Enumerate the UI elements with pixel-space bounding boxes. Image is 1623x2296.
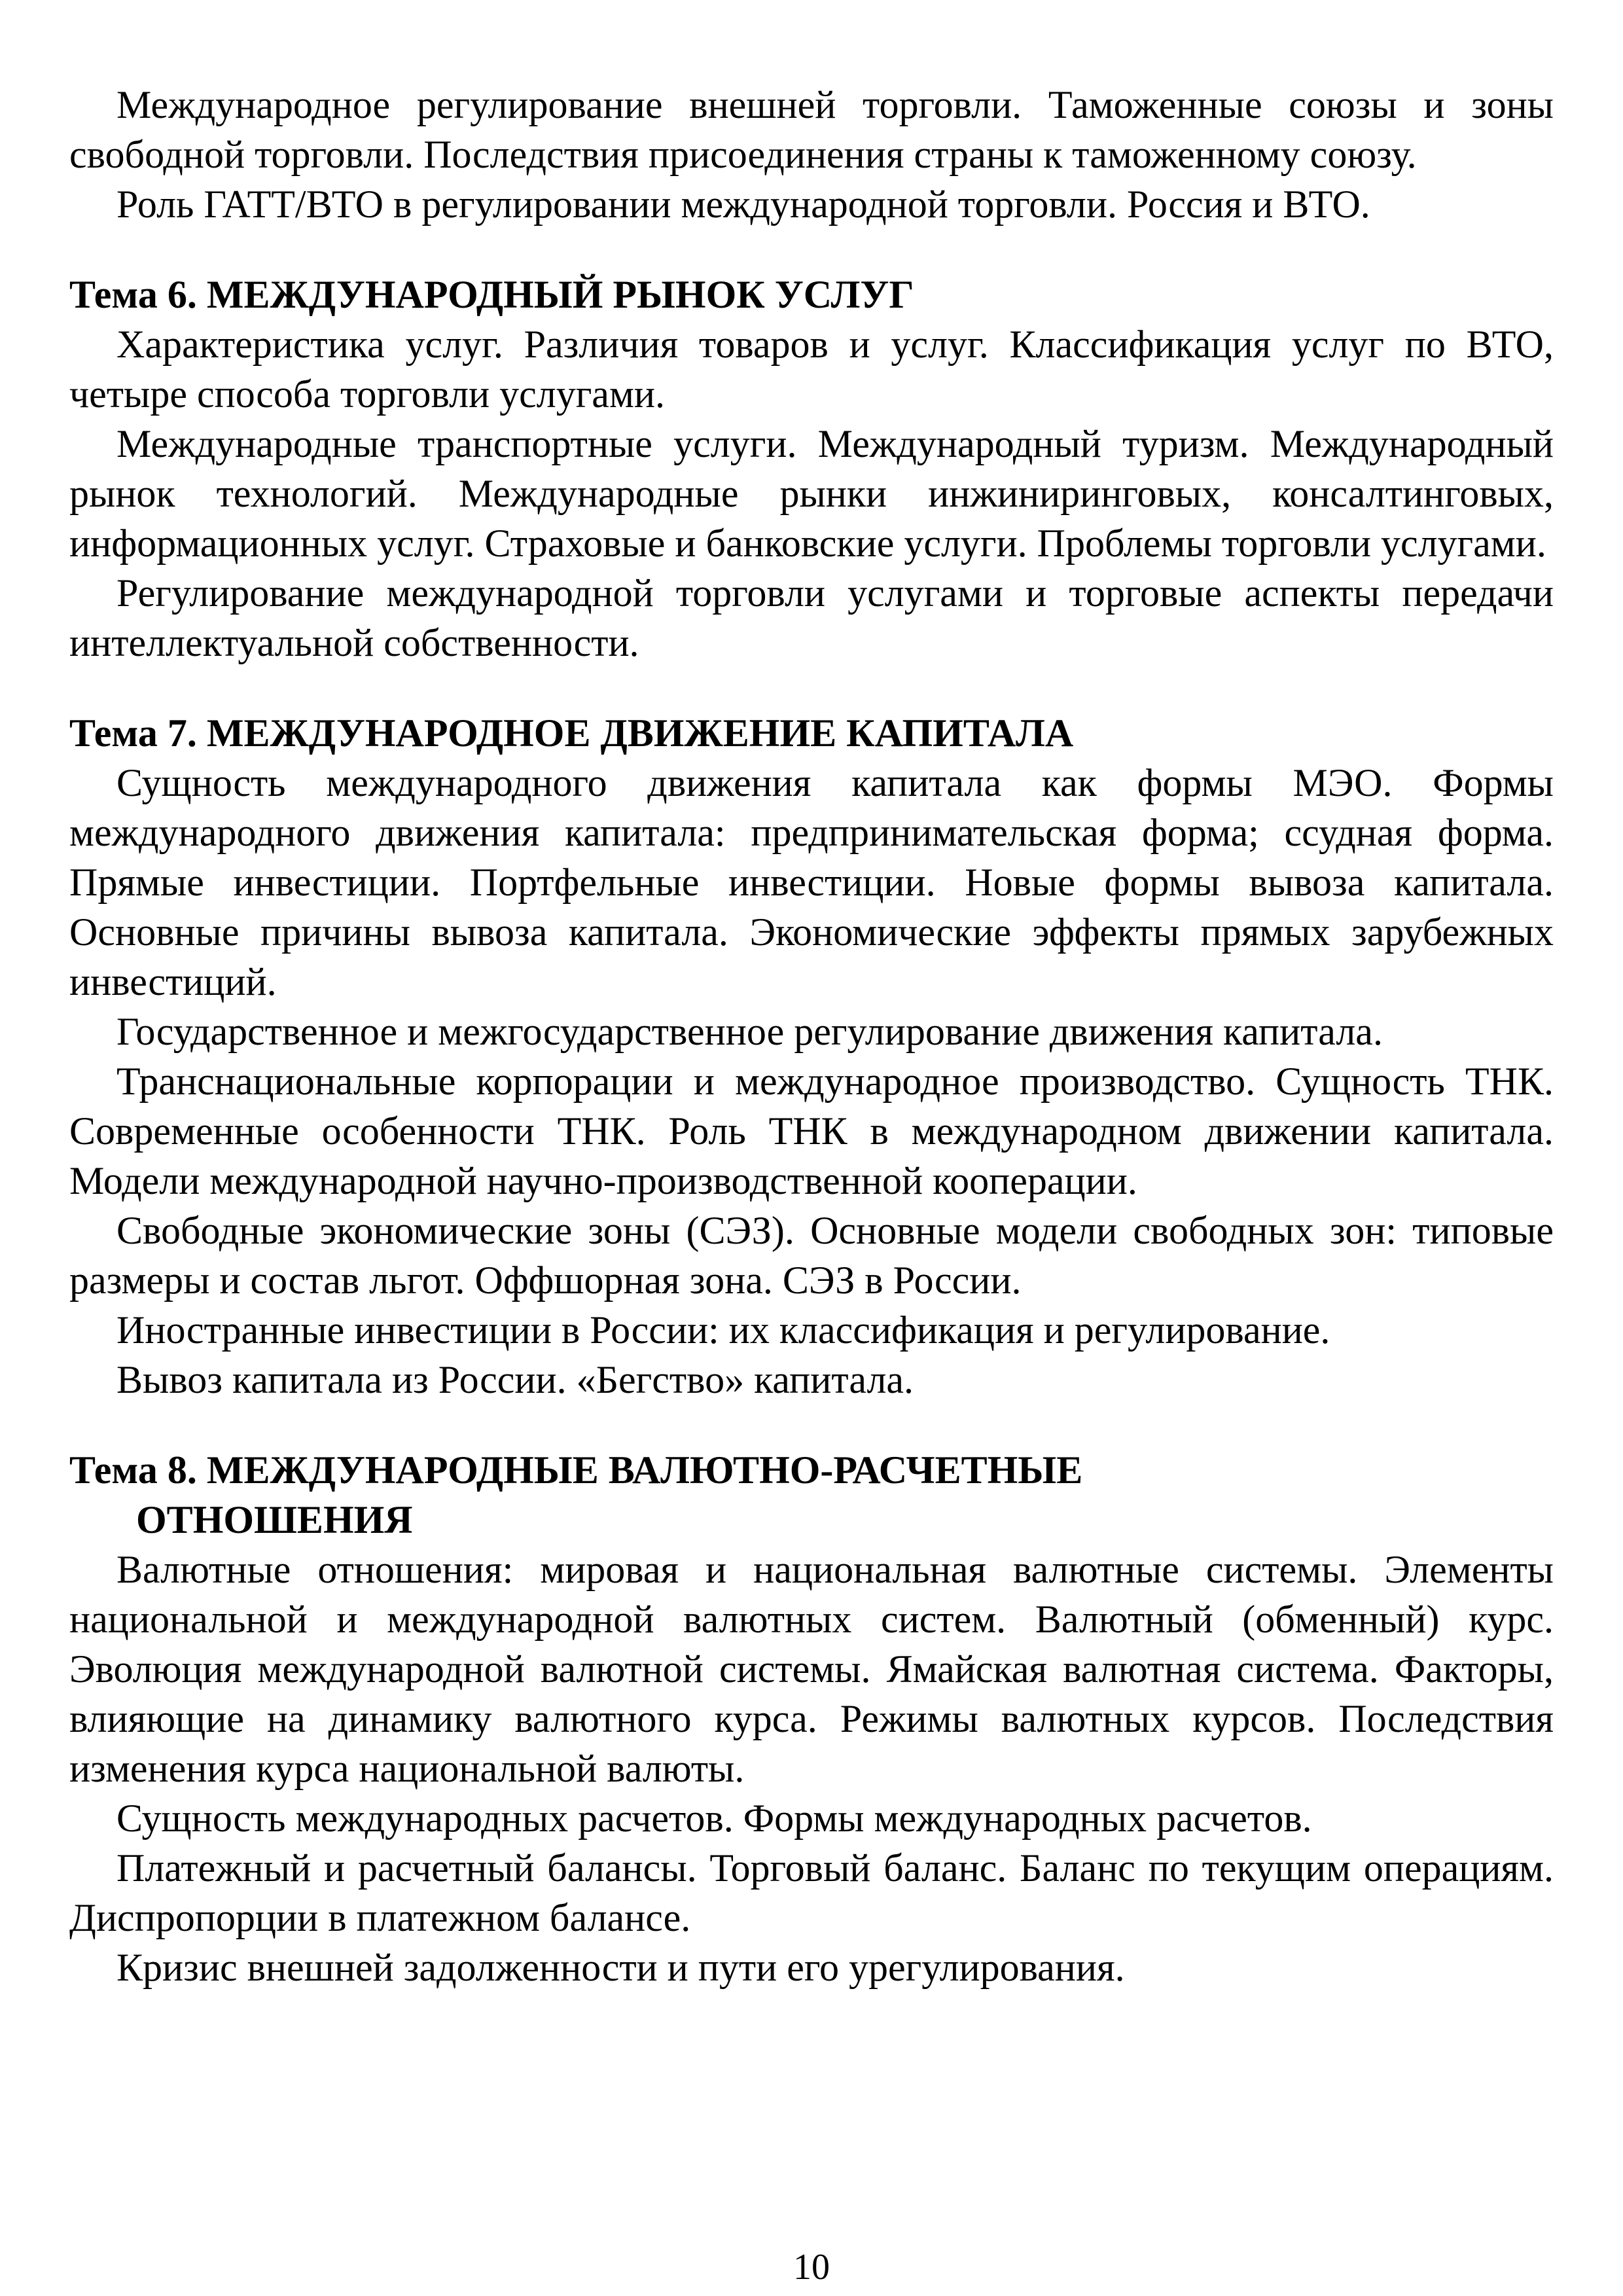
heading-tema-8-line1: Тема 8. МЕЖДУНАРОДНЫЕ ВАЛЮТНО-РАСЧЕТНЫЕ (69, 1448, 1083, 1492)
heading-tema-7: Тема 7. МЕЖДУНАРОДНОЕ ДВИЖЕНИЕ КАПИТАЛА (69, 711, 1074, 755)
paragraph-capital-flight: Вывоз капитала из России. «Бегство» капитала. (116, 1358, 914, 1401)
paragraph-foreign-investment-russia: Иностранные инвестиции в России: их классификация и регулирование. (116, 1308, 1330, 1352)
paragraph-capital-movement-essence: Сущность международного движения капитала как формы МЭО. Формы международного движения капитала: предпринимательская форма; ссудная форма. Прямые инвестиции. Портфельные инвестиции. Новые формы вывоза капитала. Основные причины вывоза капитала. Экономические эффекты прямых зарубежных инвестиций. (69, 761, 1554, 1003)
paragraph-gatt-wto: Роль ГАТТ/ВТО в регулировании международной торговли. Россия и ВТО. (116, 183, 1370, 226)
paragraph-external-debt-crisis: Кризис внешней задолженности и пути его урегулирования. (116, 1946, 1125, 1989)
paragraph-sez: Свободные экономические зоны (СЭЗ). Основные модели свободных зон: типовые размеры и состав льгот. Оффшорная зона. СЭЗ в России. (69, 1209, 1554, 1302)
paragraph-tnc: Транснациональные корпорации и международное производство. Сущность ТНК. Современные особенности ТНК. Роль ТНК в международном движении капитала. Модели международной научно-производственной кооперации. (69, 1060, 1554, 1202)
paragraph-trade-regulation: Международное регулирование внешней торговли. Таможенные союзы и зоны свободной торговли. Последствия присоединения страны к таможенному союзу. (69, 83, 1554, 176)
heading-tema-6: Тема 6. МЕЖДУНАРОДНЫЙ РЫНОК УСЛУГ (69, 273, 914, 316)
paragraph-state-regulation-capital: Государственное и межгосударственное регулирование движения капитала. (116, 1010, 1383, 1053)
heading-tema-8-line2: ОТНОШЕНИЯ (136, 1498, 413, 1541)
paragraph-services-trade-regulation: Регулирование международной торговли услугами и торговые аспекты передачи интеллектуальной собственности. (69, 571, 1554, 664)
paragraph-balance-of-payments: Платежный и расчетный балансы. Торговый баланс. Баланс по текущим операциям. Диспропорции в платежном балансе. (69, 1846, 1554, 1939)
heading-tema-8 (69, 1445, 1554, 1545)
page-number: 10 (793, 2247, 830, 2287)
page-content (69, 80, 1554, 1992)
paragraph-services-characteristics: Характеристика услуг. Различия товаров и услуг. Классификация услуг по ВТО, четыре способа торговли услугами. (69, 323, 1554, 416)
paragraph-currency-relations: Валютные отношения: мировая и национальная валютные системы. Элементы национальной и международной валютных систем. Валютный (обменный) курс. Эволюция международной валютной системы. Ямайская валютная система. Факторы, влияющие на динамику валютного курса. Режимы валютных курсов. Последствия изменения курса национальной валюты. (69, 1548, 1554, 1790)
paragraph-international-settlements: Сущность международных расчетов. Формы международных расчетов. (116, 1797, 1312, 1840)
paragraph-transport-services: Международные транспортные услуги. Международный туризм. Международный рынок технологий. Международные рынки инжиниринговых, консалтинговых, информационных услуг. Страховые и банковские услуги. Проблемы торговли услугами. (69, 422, 1554, 565)
